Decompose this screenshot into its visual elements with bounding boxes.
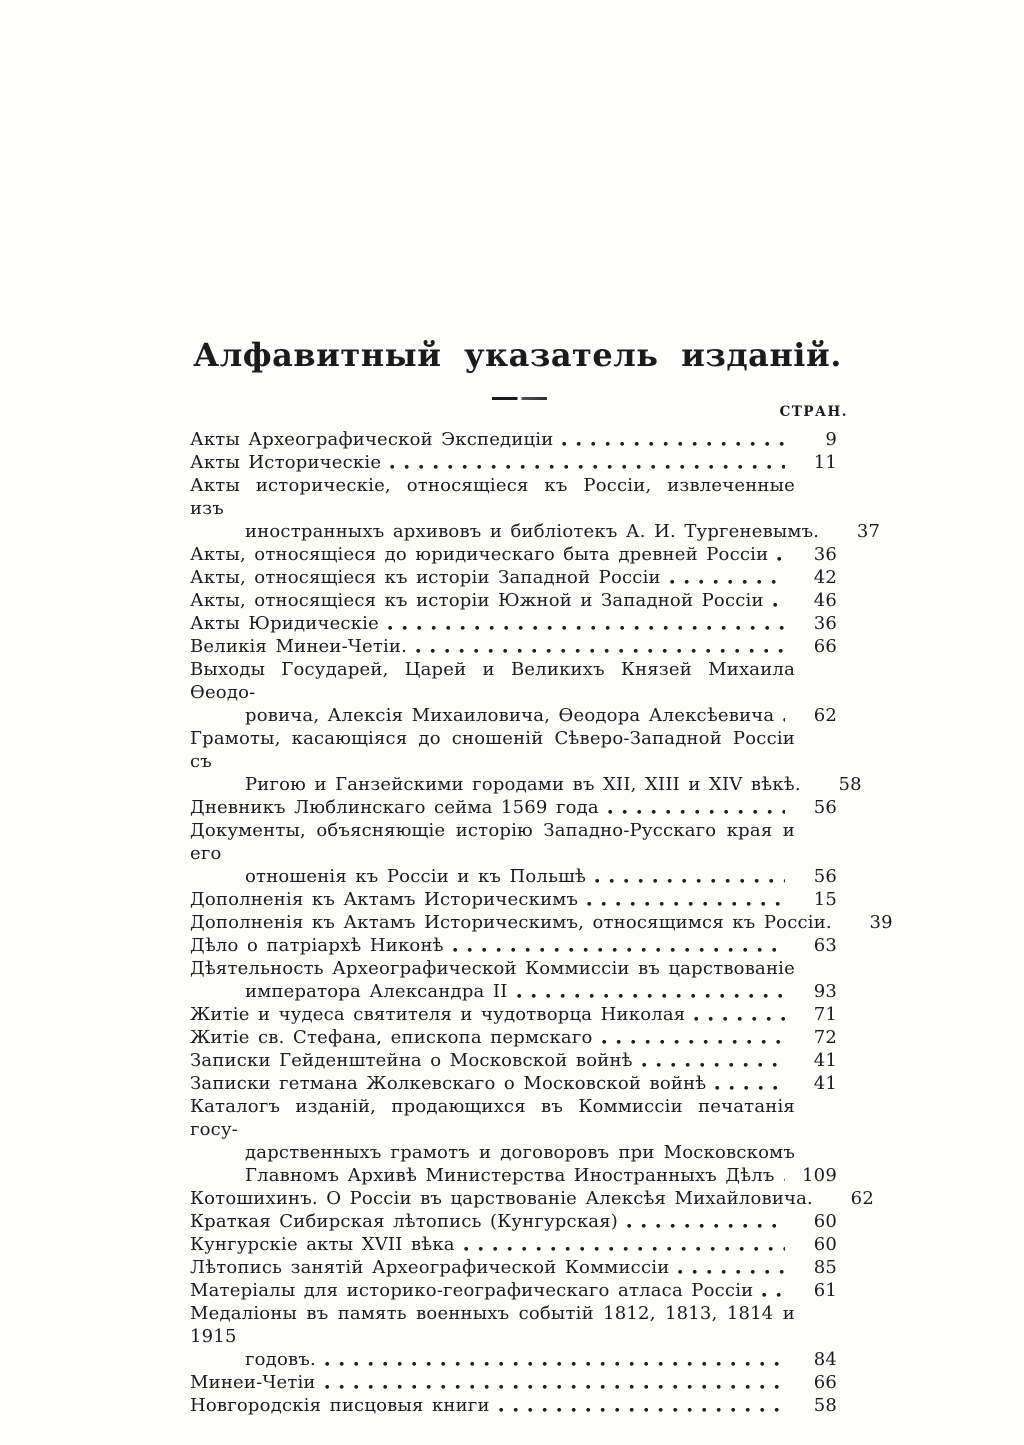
entry-line — [190, 451, 845, 474]
entry-title-text: Дополненія къ Актамъ Историческимъ, относящимся къ Россіи. — [190, 912, 832, 933]
dot-leader — [670, 579, 785, 585]
entry-line: Документы, объясняющіе исторію Западно-Русскаго края и его — [190, 820, 795, 864]
entry-line — [190, 1256, 845, 1279]
entry-line — [190, 865, 845, 888]
entry-title-text: Акты, относящіеся до юридическаго быта древней Россіи — [190, 544, 769, 565]
entry-title-text: Дневникъ Люблинскаго сейма 1569 года — [190, 797, 599, 818]
dot-leader — [783, 717, 785, 723]
page-number: 11 — [813, 452, 837, 473]
index-entry — [190, 451, 845, 474]
page-number: 41 — [813, 1073, 837, 1094]
entry-line — [190, 1233, 845, 1256]
entry-title-text: Кунгурскіе акты XVII вѣка — [190, 1234, 455, 1255]
page-number: 66 — [813, 636, 837, 657]
index-entry — [190, 474, 881, 543]
dot-leader — [388, 625, 785, 631]
entry-title-text: Главномъ Архивѣ Министерства Иностранныхъ Дѣлъ — [245, 1165, 775, 1186]
pages-column-header: СТРАН. — [779, 404, 848, 420]
entry-line: Акты историческіе, относящіеся къ Россіи, извлеченные изъ — [190, 475, 795, 519]
page-number: 61 — [813, 1280, 837, 1301]
dot-leader — [627, 1223, 785, 1229]
index-entry — [190, 1187, 874, 1210]
entry-line — [190, 543, 845, 566]
dot-leader — [715, 1085, 785, 1091]
page-number: 39 — [869, 912, 893, 933]
index-entry — [190, 428, 845, 451]
index-entry — [190, 1026, 845, 1049]
entry-line — [190, 911, 893, 934]
entry-line — [190, 980, 845, 1003]
entry-title-text: Котошихинъ. О Россіи въ царствованіе Алексѣя Михайловича. — [190, 1188, 813, 1209]
index-entry — [190, 934, 845, 957]
entry-line — [190, 1164, 845, 1187]
entry-title-text: Матеріалы для историко-географическаго атласа Россіи — [190, 1280, 754, 1301]
page-number: 41 — [813, 1050, 837, 1071]
dot-leader — [642, 1062, 785, 1068]
index-entry — [190, 957, 845, 1003]
index-entry — [190, 1233, 845, 1256]
page-number: 85 — [813, 1257, 837, 1278]
entry-line — [190, 773, 862, 796]
page-number: 37 — [856, 521, 881, 542]
index-entry — [190, 1210, 845, 1233]
entry-line — [190, 1187, 874, 1210]
index-entry — [190, 566, 845, 589]
entry-line: Грамоты, касающіяся до сношеній Сѣверо-Западной Россіи съ — [190, 728, 795, 772]
entry-title-text: Акты Юридическіе — [190, 613, 379, 634]
page-number: 63 — [813, 935, 837, 956]
entry-line — [190, 1210, 845, 1233]
entry-line — [190, 1003, 845, 1026]
dot-leader — [608, 809, 785, 815]
entry-line: Каталогъ изданій, продающихся въ Коммиссіи печатанія госу- — [190, 1096, 795, 1140]
dot-leader — [325, 1361, 785, 1367]
index-entry — [190, 658, 845, 727]
entry-title-text: Великія Минеи-Четіи. — [190, 636, 408, 657]
dot-leader — [390, 464, 785, 470]
page-number: 93 — [813, 981, 837, 1002]
page-number: 60 — [813, 1234, 837, 1255]
entry-title-text: Минеи-Четіи — [190, 1372, 316, 1393]
entry-line — [190, 1394, 845, 1417]
entry-line — [190, 635, 845, 658]
entry-title-text: ровича, Алексія Михаиловича, Ѳеодора Алексѣевича — [245, 705, 775, 726]
index-entry — [190, 1049, 845, 1072]
page-number: 84 — [813, 1349, 837, 1370]
entry-line: Медаліоны въ память военныхъ событій 1812, 1813, 1814 и 1915 — [190, 1303, 795, 1347]
entry-title-text: годовъ. — [245, 1349, 316, 1370]
page-number: 62 — [850, 1188, 874, 1209]
index-entry — [190, 1302, 845, 1371]
page-number: 58 — [838, 774, 862, 795]
entry-line — [190, 428, 845, 451]
entry-line — [190, 1072, 845, 1095]
page-number: 66 — [813, 1372, 837, 1393]
entry-title-text: Житіе и чудеса святителя и чудотворца Николая — [190, 1004, 686, 1025]
entry-line — [190, 888, 845, 911]
index-entry — [190, 612, 845, 635]
index-list — [190, 428, 893, 1417]
entry-line — [190, 796, 845, 819]
page-number: 58 — [813, 1395, 837, 1416]
entry-line: Выходы Государей, Царей и Великихъ Князей Михаила Ѳеодо- — [190, 659, 795, 703]
dot-leader — [587, 901, 785, 907]
dot-leader — [499, 1407, 785, 1413]
entry-title-text: императора Александра II — [245, 981, 508, 1002]
dot-leader — [517, 993, 785, 999]
dot-leader — [773, 602, 785, 608]
dot-leader — [784, 1177, 785, 1183]
entry-line: Дѣятельность Археографической Коммиссіи въ царствованіе — [190, 958, 795, 979]
dot-leader — [762, 1292, 785, 1298]
dot-leader — [464, 1246, 785, 1252]
page-number: 15 — [813, 889, 837, 910]
index-entry — [190, 1095, 845, 1187]
index-entry — [190, 589, 845, 612]
index-entry — [190, 1003, 845, 1026]
entry-line — [190, 704, 845, 727]
entry-title-text: Житіе св. Стефана, епископа пермскаго — [190, 1027, 593, 1048]
index-entry — [190, 819, 845, 888]
index-entry — [190, 1394, 845, 1417]
entry-title-text: Дополненія къ Актамъ Историческимъ — [190, 889, 579, 910]
entry-title-text: отношенія къ Россіи и къ Польшѣ — [245, 866, 587, 887]
page-number: 56 — [813, 797, 837, 818]
page-number: 9 — [825, 429, 837, 450]
entry-title-text: Ригою и Ганзейскими городами въ XII, XIII и XIV вѣкѣ. — [245, 774, 801, 795]
page-title: Алфавитный указатель изданій. — [193, 336, 842, 374]
page-number: 56 — [813, 866, 837, 887]
entry-title-text: иностранныхъ архивовъ и библіотекъ А. И. Тургеневымъ. — [245, 521, 820, 542]
dot-leader — [602, 1039, 785, 1045]
page-number: 36 — [813, 613, 837, 634]
index-entry — [190, 888, 845, 911]
title-divider-rule — [492, 397, 547, 400]
entry-title-text: Дѣло о патріархѣ Никонѣ — [190, 935, 444, 956]
entry-line — [190, 1026, 845, 1049]
entry-title-text: Записки гетмана Жолкевскаго о Московской войнѣ — [190, 1073, 707, 1094]
entry-line — [190, 520, 881, 543]
dot-leader — [453, 947, 785, 953]
entry-line — [190, 566, 845, 589]
entry-title-text: Краткая Сибирская лѣтопись (Кунгурская) — [190, 1211, 618, 1232]
index-entry — [190, 1371, 845, 1394]
entry-line — [190, 934, 845, 957]
index-entry — [190, 543, 845, 566]
index-entry — [190, 727, 862, 796]
dot-leader — [562, 441, 785, 447]
page-number: 60 — [813, 1211, 837, 1232]
dot-leader — [777, 556, 785, 562]
index-entry — [190, 1256, 845, 1279]
entry-line — [190, 1348, 845, 1371]
page-number: 36 — [813, 544, 837, 565]
entry-title-text: Лѣтопись занятій Археографической Коммиссіи — [190, 1257, 670, 1278]
index-entry — [190, 911, 893, 934]
index-entry — [190, 796, 845, 819]
entry-line — [190, 612, 845, 635]
entry-title-text: Акты, относящіеся къ исторіи Южной и Западной Россіи — [190, 590, 764, 611]
page-number: 109 — [802, 1165, 837, 1186]
index-entry — [190, 1279, 845, 1302]
dot-leader — [678, 1269, 785, 1275]
page-number: 46 — [813, 590, 837, 611]
entry-line — [190, 1371, 845, 1394]
entry-title-text: Акты, относящіеся къ исторіи Западной Россіи — [190, 567, 661, 588]
entry-title-text: Записки Гейденштейна о Московской войнѣ — [190, 1050, 633, 1071]
page-number: 62 — [813, 705, 837, 726]
entry-title-text: Акты Историческіе — [190, 452, 382, 473]
page-number: 42 — [813, 567, 837, 588]
entry-title-text: Акты Археографической Экспедиціи — [190, 429, 554, 450]
index-entry — [190, 635, 845, 658]
page-number: 71 — [813, 1004, 837, 1025]
index-entry — [190, 1072, 845, 1095]
entry-line — [190, 1279, 845, 1302]
dot-leader — [694, 1016, 785, 1022]
dot-leader — [595, 878, 785, 884]
page-number: 72 — [813, 1027, 837, 1048]
entry-line — [190, 589, 845, 612]
entry-line: дарственныхъ грамотъ и договоровъ при Московскомъ — [245, 1142, 795, 1163]
entry-line — [190, 1049, 845, 1072]
entry-title-text: Новгородскія писцовыя книги — [190, 1395, 490, 1416]
dot-leader — [416, 648, 785, 654]
dot-leader — [325, 1384, 785, 1390]
